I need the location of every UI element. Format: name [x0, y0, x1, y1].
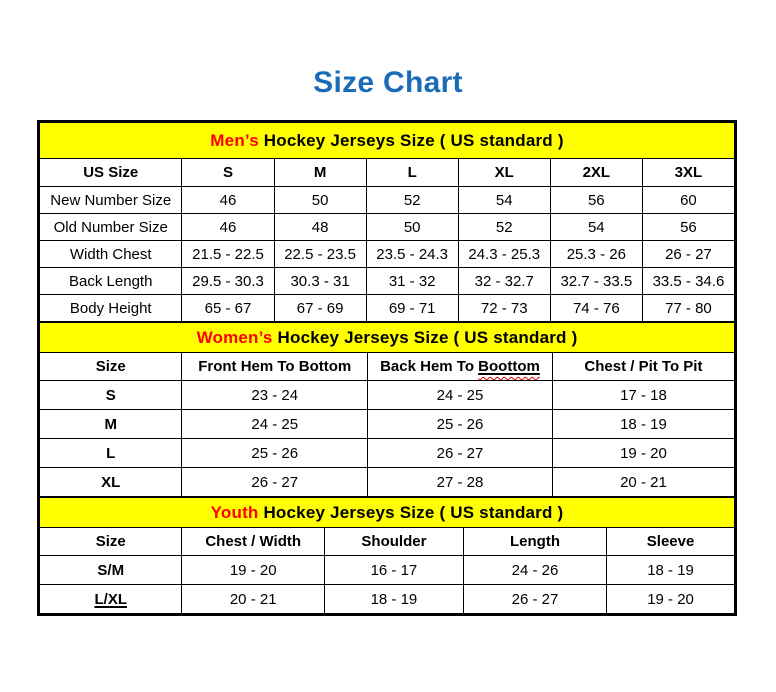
table-cell: 69 - 71 [366, 295, 458, 322]
table-cell: 27 - 28 [368, 468, 553, 497]
mens-section-header [40, 123, 735, 159]
table-row [40, 439, 735, 468]
column-header: 2XL [550, 159, 642, 187]
table-cell: 24.3 - 25.3 [458, 241, 550, 268]
row-label: Width Chest [40, 241, 182, 268]
womens-section-header [40, 323, 735, 353]
table-cell: 26 - 27 [642, 241, 734, 268]
table-cell: 23.5 - 24.3 [366, 241, 458, 268]
table-cell: 17 - 18 [552, 381, 734, 410]
back-hem-prefix: Back Hem To [380, 358, 479, 375]
table-cell: 24 - 26 [463, 556, 606, 585]
column-header: Chest / Width [182, 528, 324, 556]
table-cell: 46 [182, 187, 274, 214]
table-cell: 33.5 - 34.6 [642, 268, 734, 295]
table-cell: 32 - 32.7 [458, 268, 550, 295]
table-cell: 25 - 26 [368, 410, 553, 439]
womens-table [39, 322, 735, 497]
table-row [40, 468, 735, 497]
womens-header-row [40, 353, 735, 381]
table-cell: 26 - 27 [182, 468, 368, 497]
table-row [40, 295, 735, 322]
table-cell: 67 - 69 [274, 295, 366, 322]
table-cell: 23 - 24 [182, 381, 368, 410]
table-cell: 74 - 76 [550, 295, 642, 322]
table-cell: 77 - 80 [642, 295, 734, 322]
table-cell: 19 - 20 [607, 585, 735, 614]
table-row [40, 268, 735, 295]
page-title: Size Chart [313, 66, 463, 99]
table-cell: 52 [458, 214, 550, 241]
mens-accent-label: Men’s [210, 130, 259, 150]
table-cell: 26 - 27 [368, 439, 553, 468]
column-header: M [274, 159, 366, 187]
table-row [40, 381, 735, 410]
column-header: S [182, 159, 274, 187]
table-cell: 24 - 25 [368, 381, 553, 410]
table-cell: 32.7 - 33.5 [550, 268, 642, 295]
table-cell: 22.5 - 23.5 [274, 241, 366, 268]
table-cell: 72 - 73 [458, 295, 550, 322]
column-header-back-hem [368, 353, 553, 381]
table-cell: 20 - 21 [552, 468, 734, 497]
table-row [40, 585, 735, 614]
column-header: XL [458, 159, 550, 187]
womens-section-title [40, 323, 735, 353]
youth-section-header [40, 498, 735, 528]
table-cell: 65 - 67 [182, 295, 274, 322]
table-row [40, 187, 735, 214]
table-cell: 26 - 27 [463, 585, 606, 614]
size-label: M [40, 410, 182, 439]
youth-title-rest: Hockey Jerseys Size ( US standard ) [258, 502, 564, 522]
column-header: Shoulder [324, 528, 463, 556]
womens-title-rest: Hockey Jerseys Size ( US standard ) [272, 327, 578, 347]
table-cell: 29.5 - 30.3 [182, 268, 274, 295]
size-label [40, 585, 182, 614]
column-header: 3XL [642, 159, 734, 187]
column-header: Chest / Pit To Pit [552, 353, 734, 381]
youth-header-row [40, 528, 735, 556]
table-cell: 19 - 20 [552, 439, 734, 468]
table-cell: 54 [550, 214, 642, 241]
column-header: Length [463, 528, 606, 556]
table-cell: 31 - 32 [366, 268, 458, 295]
youth-section-title [40, 498, 735, 528]
table-cell: 21.5 - 22.5 [182, 241, 274, 268]
row-label: Body Height [40, 295, 182, 322]
mens-section-title [40, 123, 735, 159]
table-cell: 48 [274, 214, 366, 241]
table-cell: 50 [366, 214, 458, 241]
table-cell: 25 - 26 [182, 439, 368, 468]
womens-accent-label: Women’s [196, 327, 273, 347]
table-cell: 24 - 25 [182, 410, 368, 439]
row-label: Back Length [40, 268, 182, 295]
table-cell: 16 - 17 [324, 556, 463, 585]
back-hem-misspelled-word: Boottom [478, 358, 540, 375]
size-label: L [40, 439, 182, 468]
column-header: US Size [40, 159, 182, 187]
table-row [40, 214, 735, 241]
column-header: Sleeve [607, 528, 735, 556]
table-cell: 25.3 - 26 [550, 241, 642, 268]
table-cell: 19 - 20 [182, 556, 324, 585]
table-cell: 18 - 19 [607, 556, 735, 585]
table-row [40, 556, 735, 585]
youth-table [39, 497, 735, 614]
table-cell: 56 [550, 187, 642, 214]
table-row [40, 410, 735, 439]
row-label: Old Number Size [40, 214, 182, 241]
mens-header-row [40, 159, 735, 187]
mens-title-rest: Hockey Jerseys Size ( US standard ) [258, 130, 564, 150]
mens-table [39, 122, 735, 322]
table-cell: 18 - 19 [552, 410, 734, 439]
table-cell: 56 [642, 214, 734, 241]
table-cell: 46 [182, 214, 274, 241]
row-label: New Number Size [40, 187, 182, 214]
table-row [40, 241, 735, 268]
table-cell: 52 [366, 187, 458, 214]
back-hem-underline [478, 358, 540, 375]
column-header: Size [40, 528, 182, 556]
size-label: S [40, 381, 182, 410]
size-label-underlined: L/XL [94, 590, 127, 608]
youth-accent-label: Youth [210, 502, 259, 522]
table-cell: 54 [458, 187, 550, 214]
size-label: XL [40, 468, 182, 497]
table-cell: 20 - 21 [182, 585, 324, 614]
column-header: Size [40, 353, 182, 381]
table-cell: 60 [642, 187, 734, 214]
table-cell: 18 - 19 [324, 585, 463, 614]
column-header: L [366, 159, 458, 187]
table-cell: 30.3 - 31 [274, 268, 366, 295]
column-header: Front Hem To Bottom [182, 353, 368, 381]
table-cell: 50 [274, 187, 366, 214]
size-chart [37, 120, 737, 616]
size-label: S/M [40, 556, 182, 585]
